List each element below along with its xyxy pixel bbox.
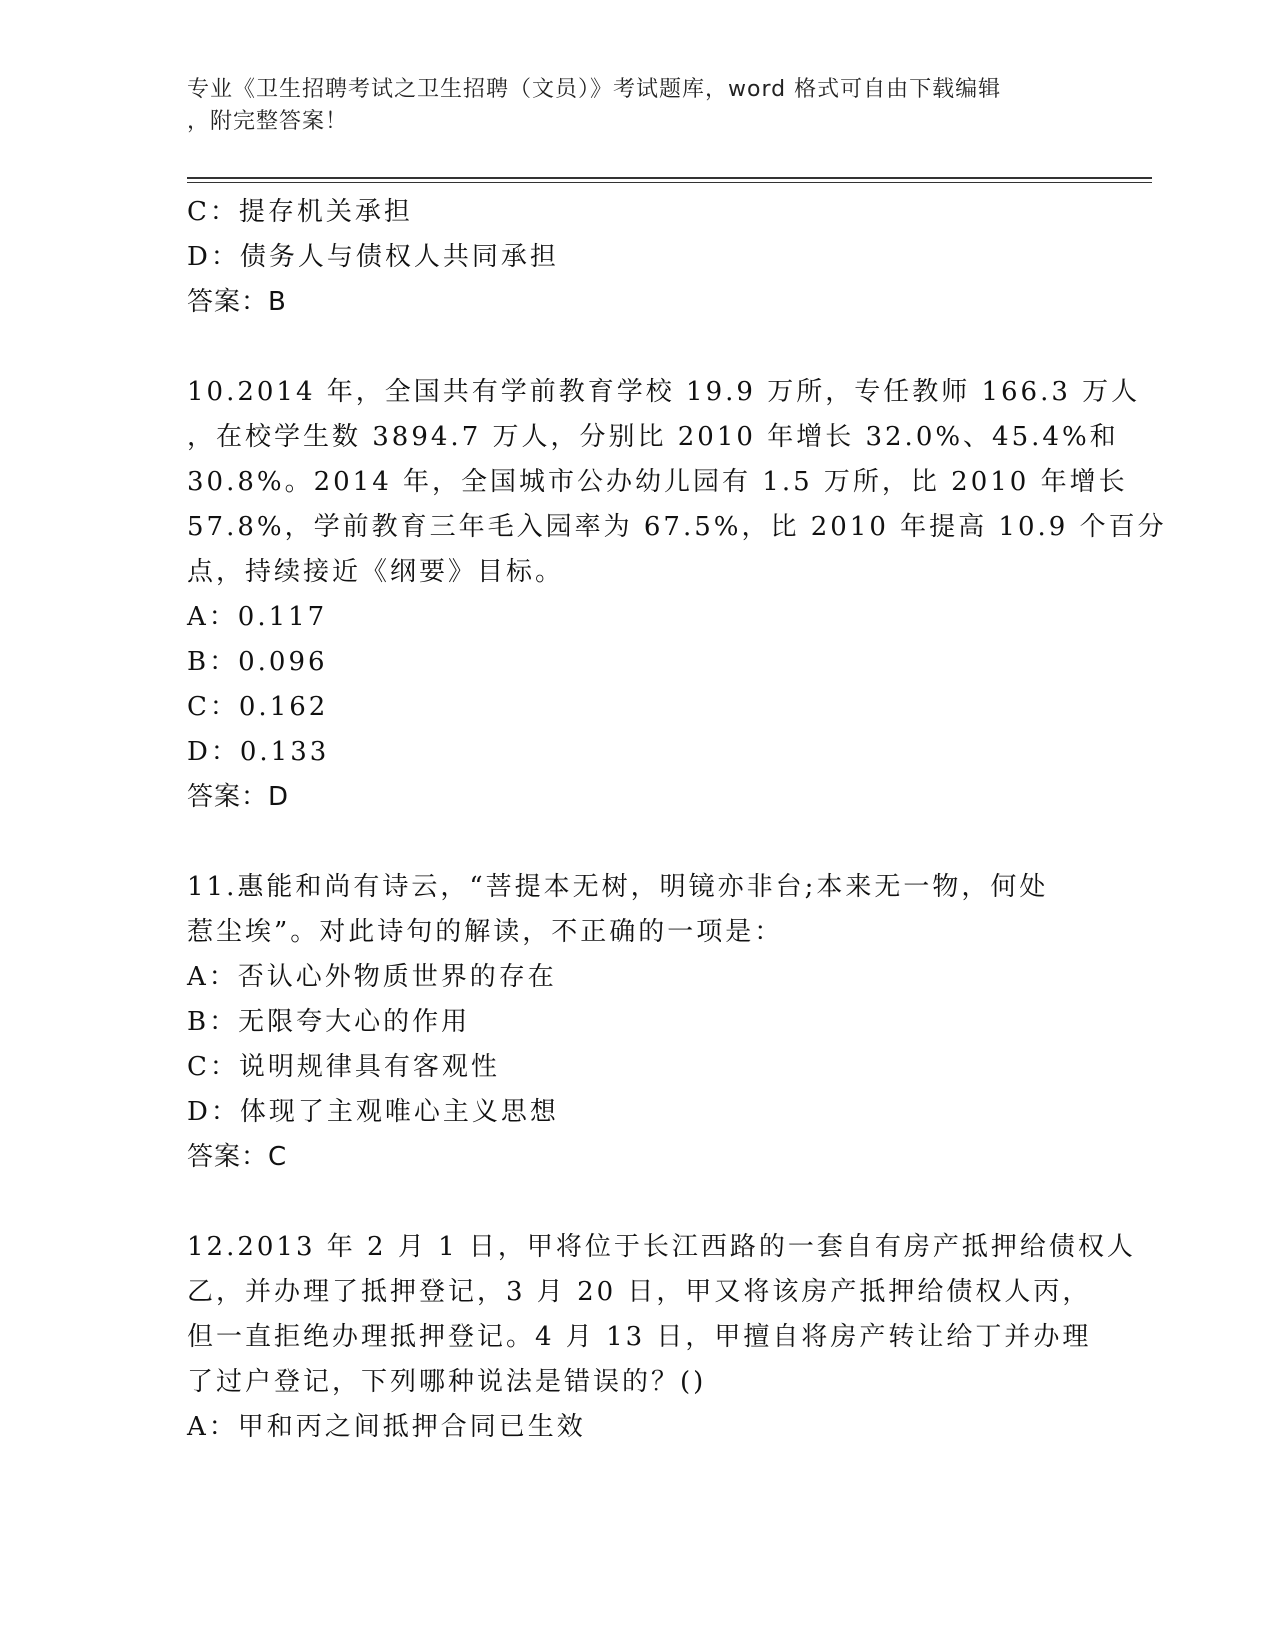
header-line-2: ，附完整答案！ [187,109,349,134]
page-header [187,74,1067,138]
question-10 [187,370,1167,820]
q12-stem-line-3: 但一直拒绝办理抵押登记。4 月 13 日，甲擅自将房产转让给丁并办理 [187,1322,1092,1352]
q12-stem-line-1: 12.2013 年 2 月 1 日，甲将位于长江西路的一套自有房产抵押给债权人 [187,1232,1136,1262]
q9-option-d: D：债务人与债权人共同承担 [187,242,559,272]
q11-stem-line-1: 11.惠能和尚有诗云，“菩提本无树，明镜亦非台;本来无一物，何处 [187,872,1049,902]
q10-stem-line-4: 57.8%，学前教育三年毛入园率为 67.5%，比 2010 年提高 10.9 个百分 [187,512,1167,542]
q10-answer: 答案：D [187,782,290,812]
q10-stem-line-5: 点，持续接近《纲要》目标。 [187,557,565,587]
q9-answer: 答案：B [187,287,287,317]
q10-stem-line-3: 30.8%。2014 年，全国城市公办幼儿园有 1.5 万所，比 2010 年增长 [187,467,1128,497]
header-line-1: 专业《卫生招聘考试之卫生招聘（文员）》考试题库，word 格式可自由下载编辑 [187,77,1002,102]
header-rule-thin [187,182,1152,183]
q9-option-c: C：提存机关承担 [187,197,413,227]
q11-stem-line-2: 惹尘埃”。对此诗句的解读，不正确的一项是： [187,917,784,947]
q11-option-a: A：否认心外物质世界的存在 [187,962,557,992]
q11-option-d: D：体现了主观唯心主义思想 [187,1097,559,1127]
q10-option-c: C：0.162 [187,692,329,722]
q10-option-b: B：0.096 [187,647,328,677]
q10-option-a: A：0.117 [187,602,328,632]
question-12 [187,1225,1136,1450]
q11-option-c: C：说明规律具有客观性 [187,1052,500,1082]
header-rule-thick [187,177,1152,179]
question-content [187,190,1167,1450]
q11-answer: 答案：C [187,1142,288,1172]
q12-option-a: A：甲和丙之间抵押合同已生效 [187,1412,586,1442]
q10-stem-line-2: ，在校学生数 3894.7 万人，分别比 2010 年增长 32.0%、45.4%和 [187,422,1119,452]
q11-option-b: B：无限夸大心的作用 [187,1007,471,1037]
q10-option-d: D：0.133 [187,737,330,767]
q12-stem-line-4: 了过户登记，下列哪种说法是错误的？() [187,1367,707,1397]
q12-stem-line-2: 乙，并办理了抵押登记，3 月 20 日，甲又将该房产抵押给债权人丙， [187,1277,1092,1307]
question-9-tail [187,190,1087,325]
question-11 [187,865,1087,1180]
q10-stem-line-1: 10.2014 年，全国共有学前教育学校 19.9 万所，专任教师 166.3 万人 [187,377,1141,407]
